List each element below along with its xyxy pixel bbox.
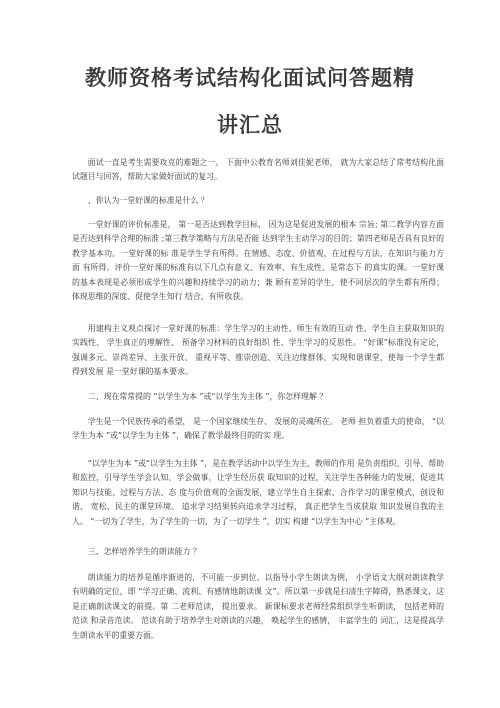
intro-paragraph: 面试一直是考生需要攻克的难题之一。 下面中公教育名师刘佳妮老师， 就为大家总结了常考结构化面试题目与回答，帮助大家做好面试的复习。: [72, 158, 444, 182]
question-3-heading: 三、怎样培养学生的朗读能力 ？: [87, 547, 201, 556]
document-title-line-2: 讲汇总: [217, 113, 283, 137]
question-1-heading: 、你认为一堂好课的标准是什么 ？: [87, 196, 209, 205]
answer-2-paragraph-1: 学生是一个民族传承的希望， 是一个国家继续生存、 发展的灵魂所在。 老师 担负着重大的使命， “以学生为本 ”或“以学生为主体 ”，确保了教学最终目的的实 现。: [72, 417, 444, 441]
answer-3-paragraph-1: 朗读能力的培养是循序渐进的，不可能一步到位。以指导小学生朗读为例， 小学语文大纲对朗读教学有明确的定位，即 “学习正确、流利、有感情地朗读课 文”。所以第一步就是扫清生字障碍，熟悉课文，这是正确朗读课文的前提。第 二老师范读， 提出要求。 新课标要求老师经常组织学生听朗读， 包括老师的范读 和录音范读。 范读有助于培养学生对朗读的兴趣， 唤起学生的感情， 丰富学生的 词汇，这是提高学生朗读水平的重要方面。: [72, 573, 444, 640]
document-title-line-1: 教师资格考试结构化面试问答题精: [85, 66, 415, 90]
answer-2-paragraph-2: “以学生为本 ”或“以学生为主体 ”，是在教学活动中以学生为主，教师的作用 是负责组织、引导、帮助和监控，引导学生学会认知、学会做事，让学生经历获 取知识的过程，关注学生各种能力的发展，促进其知识与技能、过程与方法、态 度与价值观的全面发展，建立学生自主探索、合作学习的课堂模式，创设和谐、 宽松、民主的课堂环境。 追求学习结果转向追求学习过程， 真正把学生当成获取 知识发展自我的主人。 “一切为了学生，为了学生的一切，为了一切学生 ”，切实 构建 “以学生为中心 ”主体观。: [72, 459, 444, 526]
answer-1-paragraph-2: 用建构主义观点探讨一堂好课的标准：学生学习的主动性、师生有效的互动 性、学生自主获取知识的实践性、 学生真正的理解性、 预备学习材料的良好组织 性、学生学习的反思性。 “好课”标准没有定论， 强调多元、崇尚差异、主张开放、 重视平等、推崇创造、关注边缘群体，实现和谐课堂，使每一个学生都得到发展 是一堂好课的基本要求。: [72, 324, 444, 377]
question-2-heading: 二、现在常常提的 “以学生为本 ”或“以学生为主体 ”，你怎样理解 ？: [87, 392, 328, 401]
answer-1-paragraph-1: 一堂好课的评价标准是， 第一是否达到教学目标， 因为这是促进发展的根本 宗旨; 第二教学内容方面是否达到科学合理的标准 ;第三教学策略与方法是否能 达到学生主动学习的目的；第四老师是否具有良好的教学基本功。一堂好课的标 准是学生学有所得。在情感、态度、价值观，在过程与方法，在知识与能力方面 有所得。评价一堂好课的标准有以下几点有意义、有效率、有生成性、是常态下 的真实的课。一堂好课的基本表现是必须形成学生的兴趣和持续学习的动力；兼 顾有差异的学生，使不同层次的学生都有所得；体现思维的深度、促使学生知行 结合，有所收获。: [72, 220, 444, 302]
